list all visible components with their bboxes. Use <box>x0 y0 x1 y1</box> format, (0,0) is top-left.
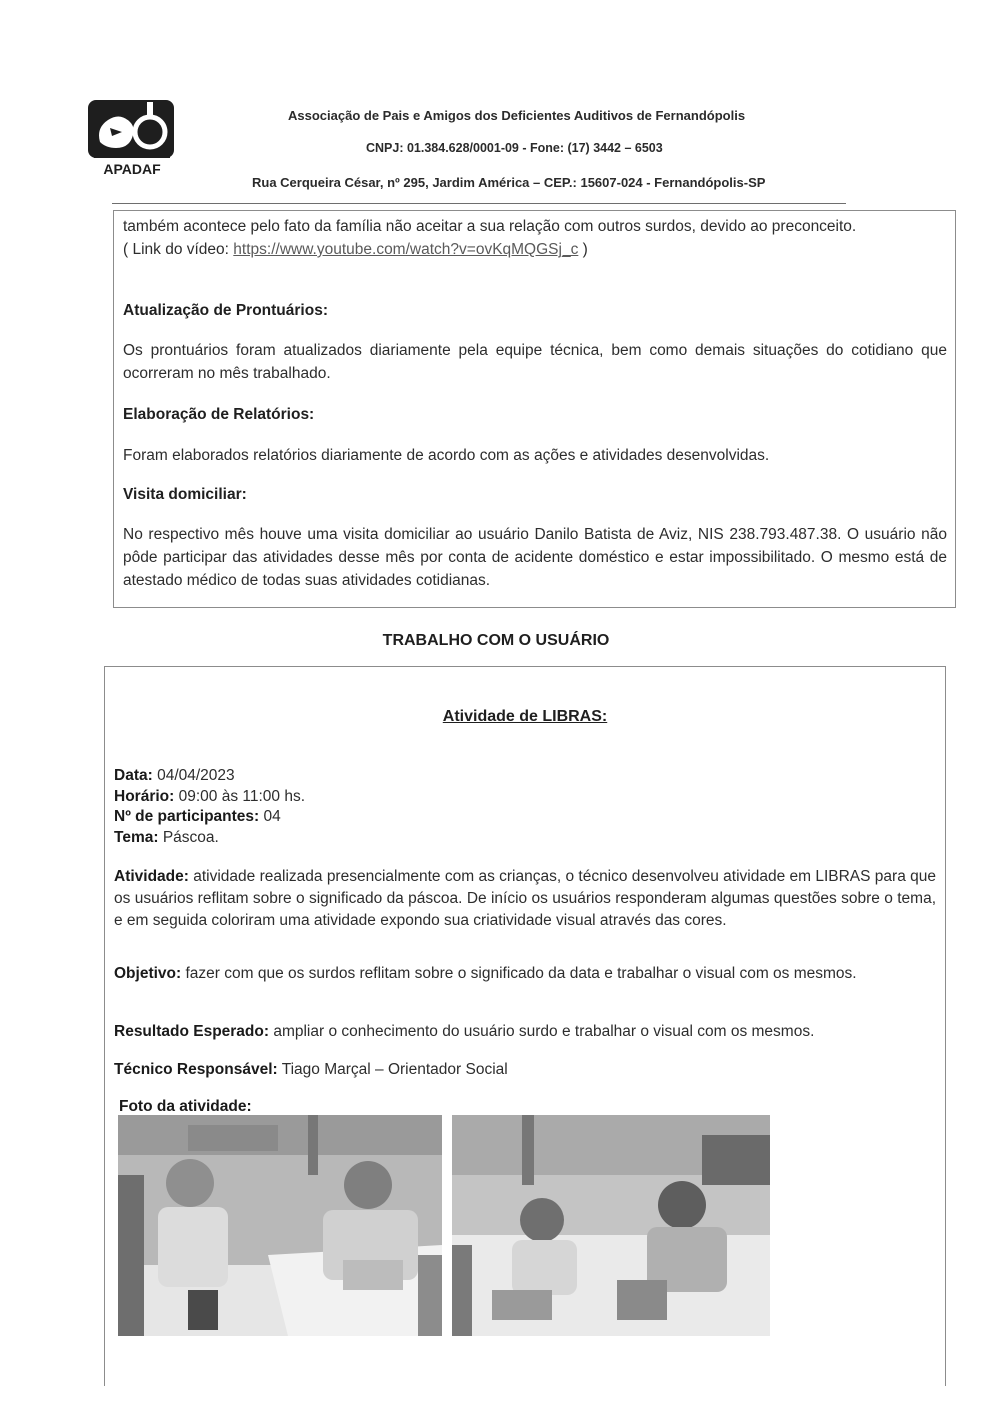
prontuarios-heading: Atualização de Prontuários: <box>123 302 328 319</box>
video-suffix: ) <box>578 241 588 258</box>
activity-title: Atividade de LIBRAS: <box>442 708 608 725</box>
activity-photo-2 <box>452 1115 770 1336</box>
prontuarios-text: Os prontuários foram atualizados diariamente pela equipe técnica, bem como demais situações do cotidiano que ocorreram no mês trabalhado. <box>123 342 947 382</box>
intro-text: também acontece pelo fato da família não aceitar a sua relação com outros surdos, devido ao preconceito. <box>123 218 857 235</box>
foto-label: Foto da atividade: <box>119 1098 252 1115</box>
field-tecnico: Técnico Responsável: Tiago Marçal – Orientador Social <box>114 1061 508 1078</box>
field-objetivo: Objetivo: fazer com que os surdos reflitam sobre o significado da data e trabalhar o visual com os mesmos. <box>114 965 857 982</box>
field-resultado: Resultado Esperado: ampliar o conhecimento do usuário surdo e trabalhar o visual com os mesmos. <box>114 1023 815 1040</box>
organization-name: Associação de Pais e Amigos dos Deficientes Auditivos de Fernandópolis <box>288 108 746 123</box>
apadaf-logo <box>86 98 178 178</box>
section-title: TRABALHO COM O USUÁRIO <box>382 632 610 649</box>
address: Rua Cerqueira César, nº 295, Jardim América – CEP.: 15607-024 - Fernandópolis-SP <box>252 175 766 190</box>
cnpj-phone: CNPJ: 01.384.628/0001-09 - Fone: (17) 3442 – 6503 <box>366 141 663 155</box>
field-data: Data: 04/04/2023 <box>114 767 235 784</box>
activity-photo-1 <box>118 1115 442 1336</box>
video-link[interactable]: https://www.youtube.com/watch?v=ovKqMQGSj_c <box>233 241 579 258</box>
header-rule <box>112 203 846 204</box>
relatorios-heading: Elaboração de Relatórios: <box>123 406 315 423</box>
visita-text: No respectivo mês houve uma visita domiciliar ao usuário Danilo Batista de Aviz, NIS 238.793.487.38. O usuário não pôde participar das atividades desse mês por conta de acidente doméstico e estar impossibilitado. O mesmo está de atestado médico de todas suas atividades cotidianas. <box>123 526 947 589</box>
field-tema: Tema: Páscoa. <box>114 829 219 846</box>
logo-text: APADAF <box>103 161 161 177</box>
video-prefix: ( Link do vídeo: <box>123 241 234 258</box>
field-horario: Horário: 09:00 às 11:00 hs. <box>114 788 305 805</box>
field-atividade: Atividade: atividade realizada presencialmente com as crianças, o técnico desenvolveu atividade em LIBRAS para que os usuários reflitam sobre o significado da páscoa. De início os usuários responderam algumas questões sobre o tema, e em seguida coloriram uma atividade expondo sua criatividade visual através das cores. <box>114 868 936 929</box>
field-participantes: Nº de participantes: 04 <box>114 808 281 825</box>
intro-paragraph <box>123 215 947 261</box>
visita-heading: Visita domiciliar: <box>123 486 247 503</box>
relatorios-text: Foram elaborados relatórios diariamente de acordo com as ações e atividades desenvolvidas. <box>123 447 770 464</box>
